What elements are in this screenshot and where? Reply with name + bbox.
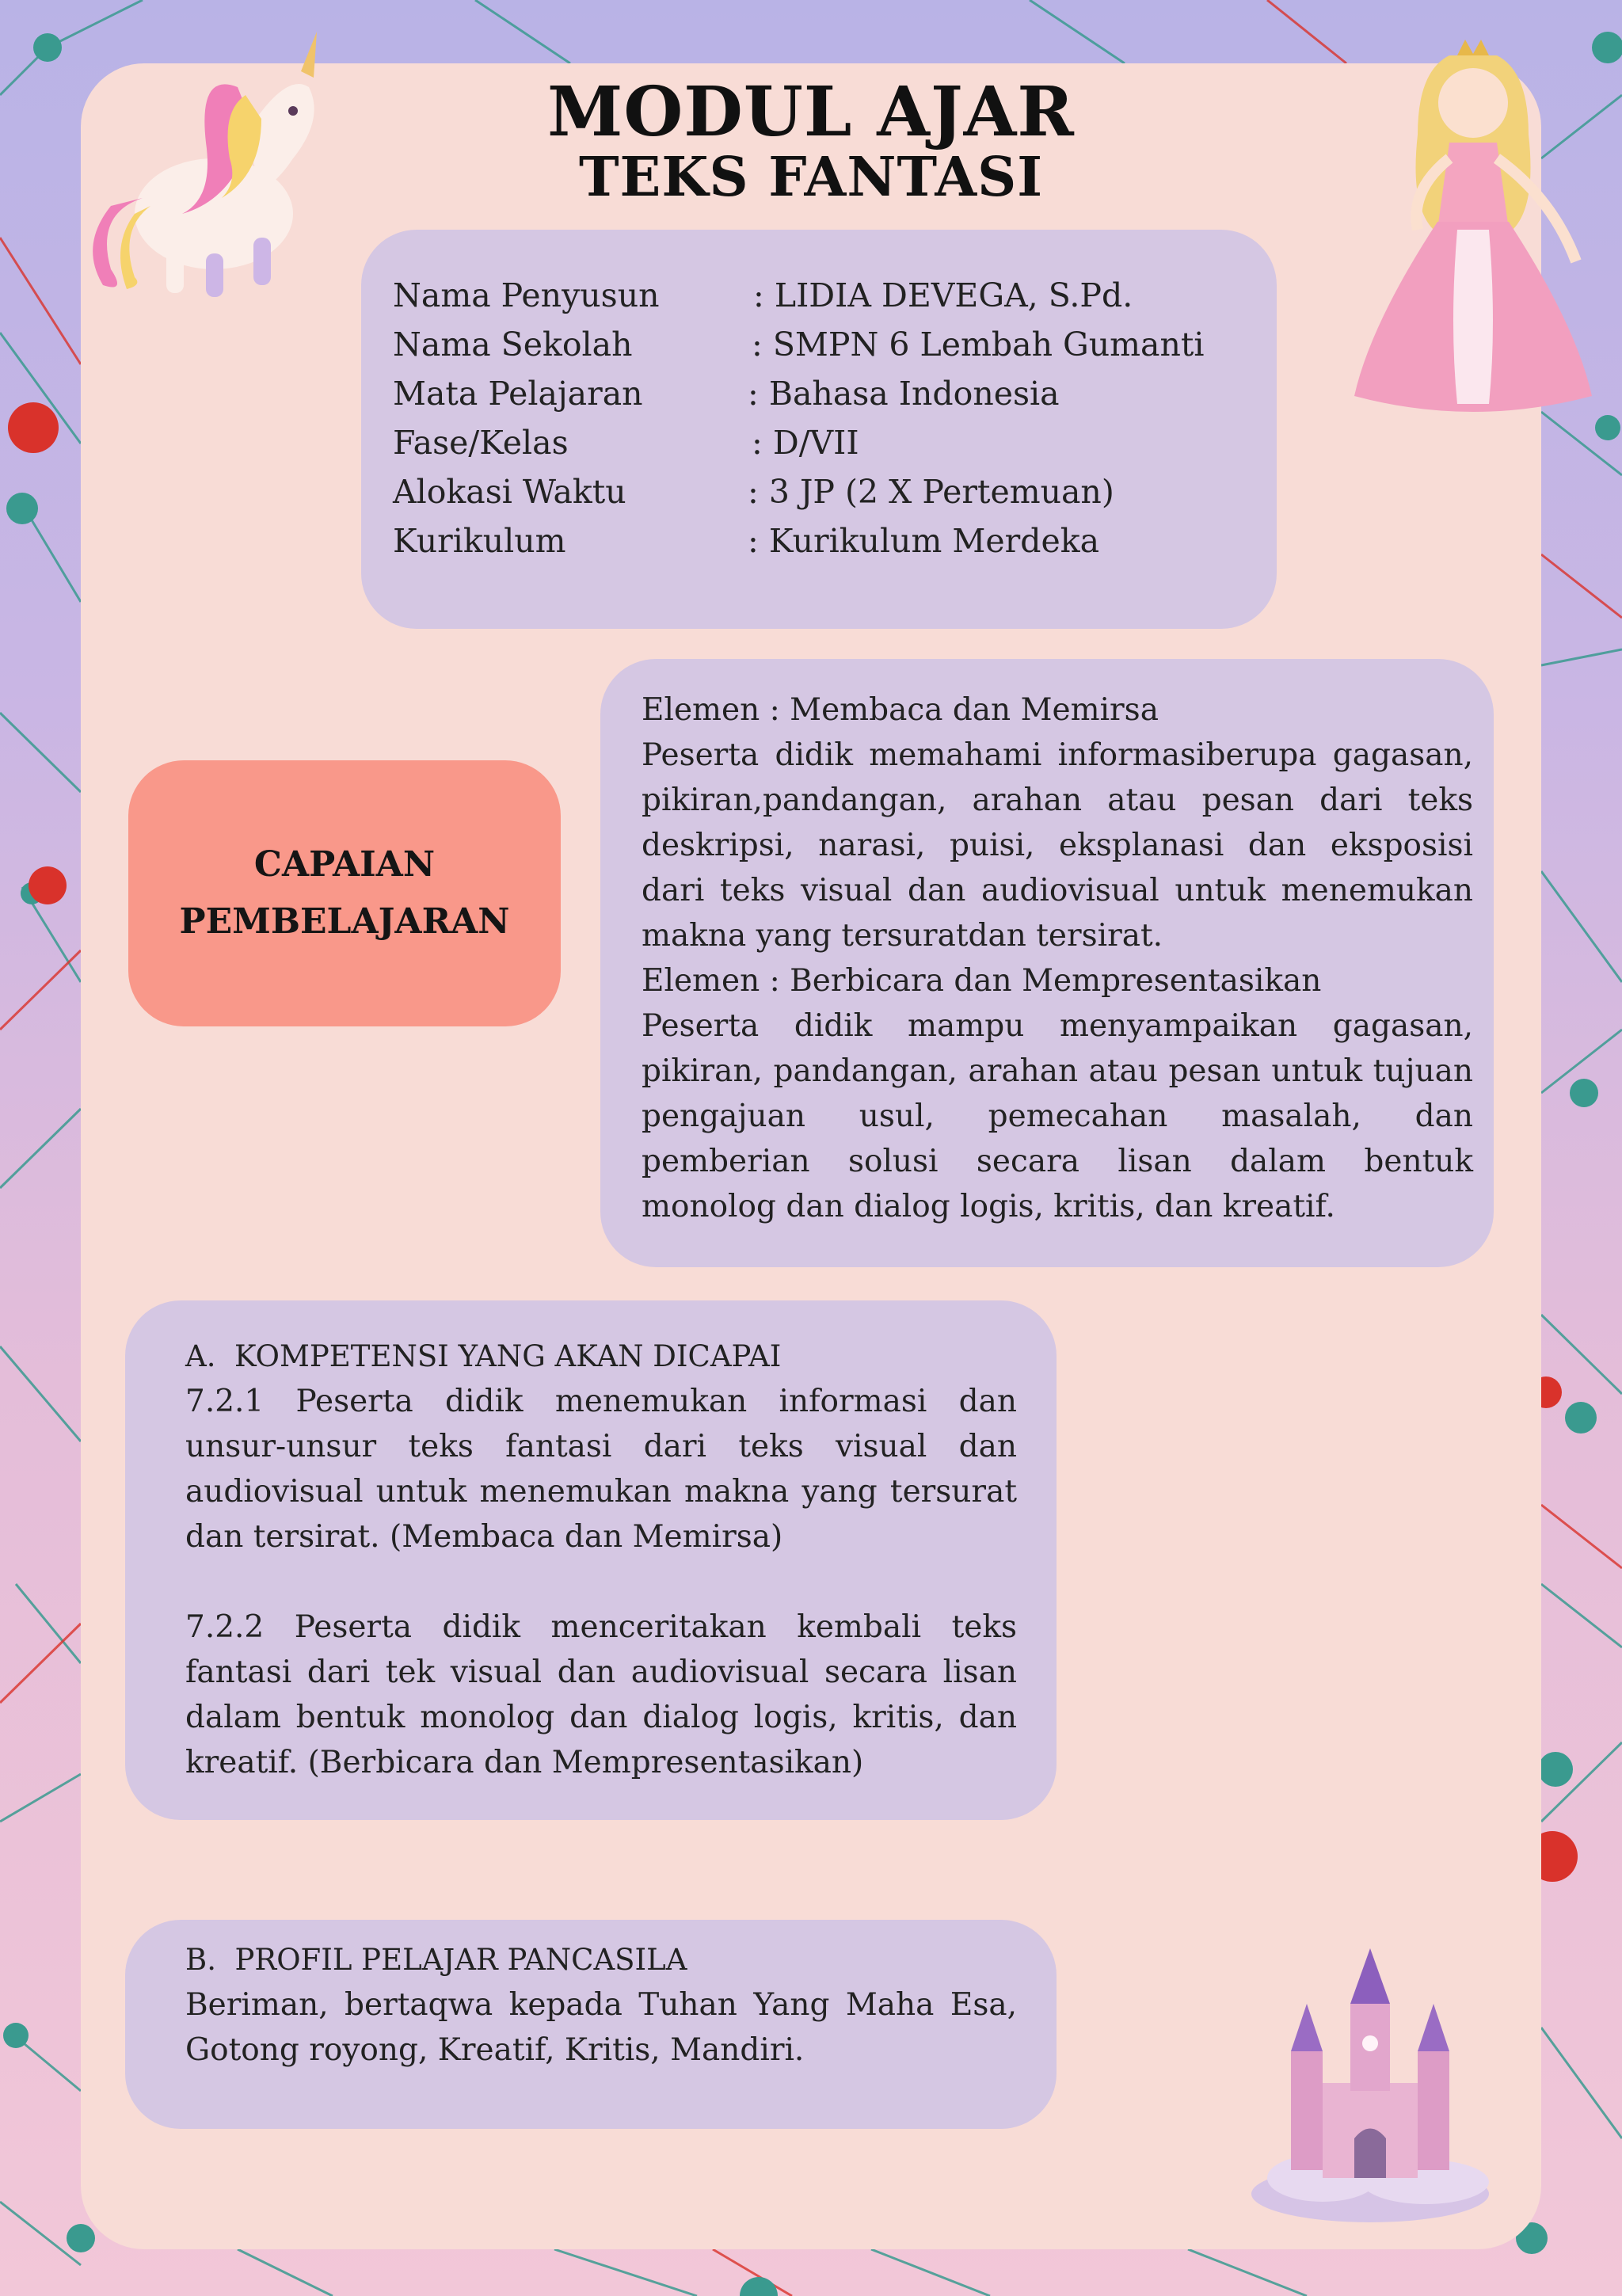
- info-value: : Kurikulum Merdeka: [748, 522, 1100, 560]
- element2-text: Peserta didik mampu menyampaikan gagasan, pikiran, pandangan, arahan atau pesan untuk tujuan pengajuan usul, pemecahan masalah, dan pemberian solusi secara lisan dalam bentuk monolog dan dialog logis, kritis, dan kreatif.: [642, 1008, 1473, 1224]
- info-value: : 3 JP (2 X Pertemuan): [748, 473, 1114, 511]
- capaian-label: [128, 760, 561, 1026]
- princess-icon: [1338, 24, 1608, 436]
- profil-box: [125, 1920, 1057, 2129]
- element1-text: Peserta didik memahami informasiberupa gagasan, pikiran,pandangan, arahan atau pesan dari teks deskripsi, narasi, puisi, eksplanasi dan eksposisi dari teks visual dan audiovisual untuk menemukan makna yang tersuratdan tersirat.: [642, 737, 1473, 954]
- capaian-box: [600, 659, 1494, 1267]
- identity-box: [361, 230, 1277, 629]
- kompetensi-box: [125, 1300, 1057, 1820]
- info-label: Alokasi Waktu: [393, 473, 626, 511]
- page-title: MODUL AJAR: [547, 72, 1075, 152]
- element1-title: Elemen : Membaca dan Memirsa: [642, 692, 1159, 728]
- info-value: : SMPN 6 Lembah Gumanti: [752, 326, 1205, 364]
- info-label: Kurikulum: [393, 522, 566, 560]
- page-subtitle: TEKS FANTASI: [578, 146, 1044, 209]
- element2-title: Elemen : Berbicara dan Mempresentasikan: [642, 963, 1322, 999]
- info-label: Nama Penyusun: [393, 276, 660, 314]
- info-label: Fase/Kelas: [393, 424, 569, 462]
- info-value: : LIDIA DEVEGA, S.Pd.: [753, 276, 1133, 314]
- kompetensi-item-2: 7.2.2 Peserta didik menceritakan kembali teks fantasi dari tek visual dan audiovisual secara lisan dalam bentuk monolog dan dialog logis, kritis, dan kreatif. (Berbicara dan Mempresentasikan): [185, 1609, 1017, 1780]
- unicorn-icon: [79, 24, 333, 301]
- info-label: Mata Pelajaran: [393, 375, 643, 413]
- capaian-label-line1: CAPAIAN: [253, 844, 436, 885]
- capaian-label-line2: PEMBELAJARAN: [179, 901, 510, 942]
- info-value: : Bahasa Indonesia: [748, 375, 1060, 413]
- info-label: Nama Sekolah: [393, 326, 633, 364]
- castle-icon: [1236, 1940, 1505, 2226]
- kompetensi-heading: A. KOMPETENSI YANG AKAN DICAPAI: [185, 1339, 782, 1373]
- kompetensi-item-1: 7.2.1 Peserta didik menemukan informasi dan unsur-unsur teks fantasi dari teks visual dan audiovisual untuk menemukan makna yang tersurat dan tersirat. (Membaca dan Memirsa): [185, 1384, 1017, 1555]
- profil-heading: B. PROFIL PELAJAR PANCASILA: [185, 1943, 687, 1977]
- info-value: : D/VII: [752, 424, 859, 462]
- profil-text: Beriman, bertaqwa kepada Tuhan Yang Maha Esa, Gotong royong, Kreatif, Kritis, Mandiri.: [185, 1987, 1017, 2068]
